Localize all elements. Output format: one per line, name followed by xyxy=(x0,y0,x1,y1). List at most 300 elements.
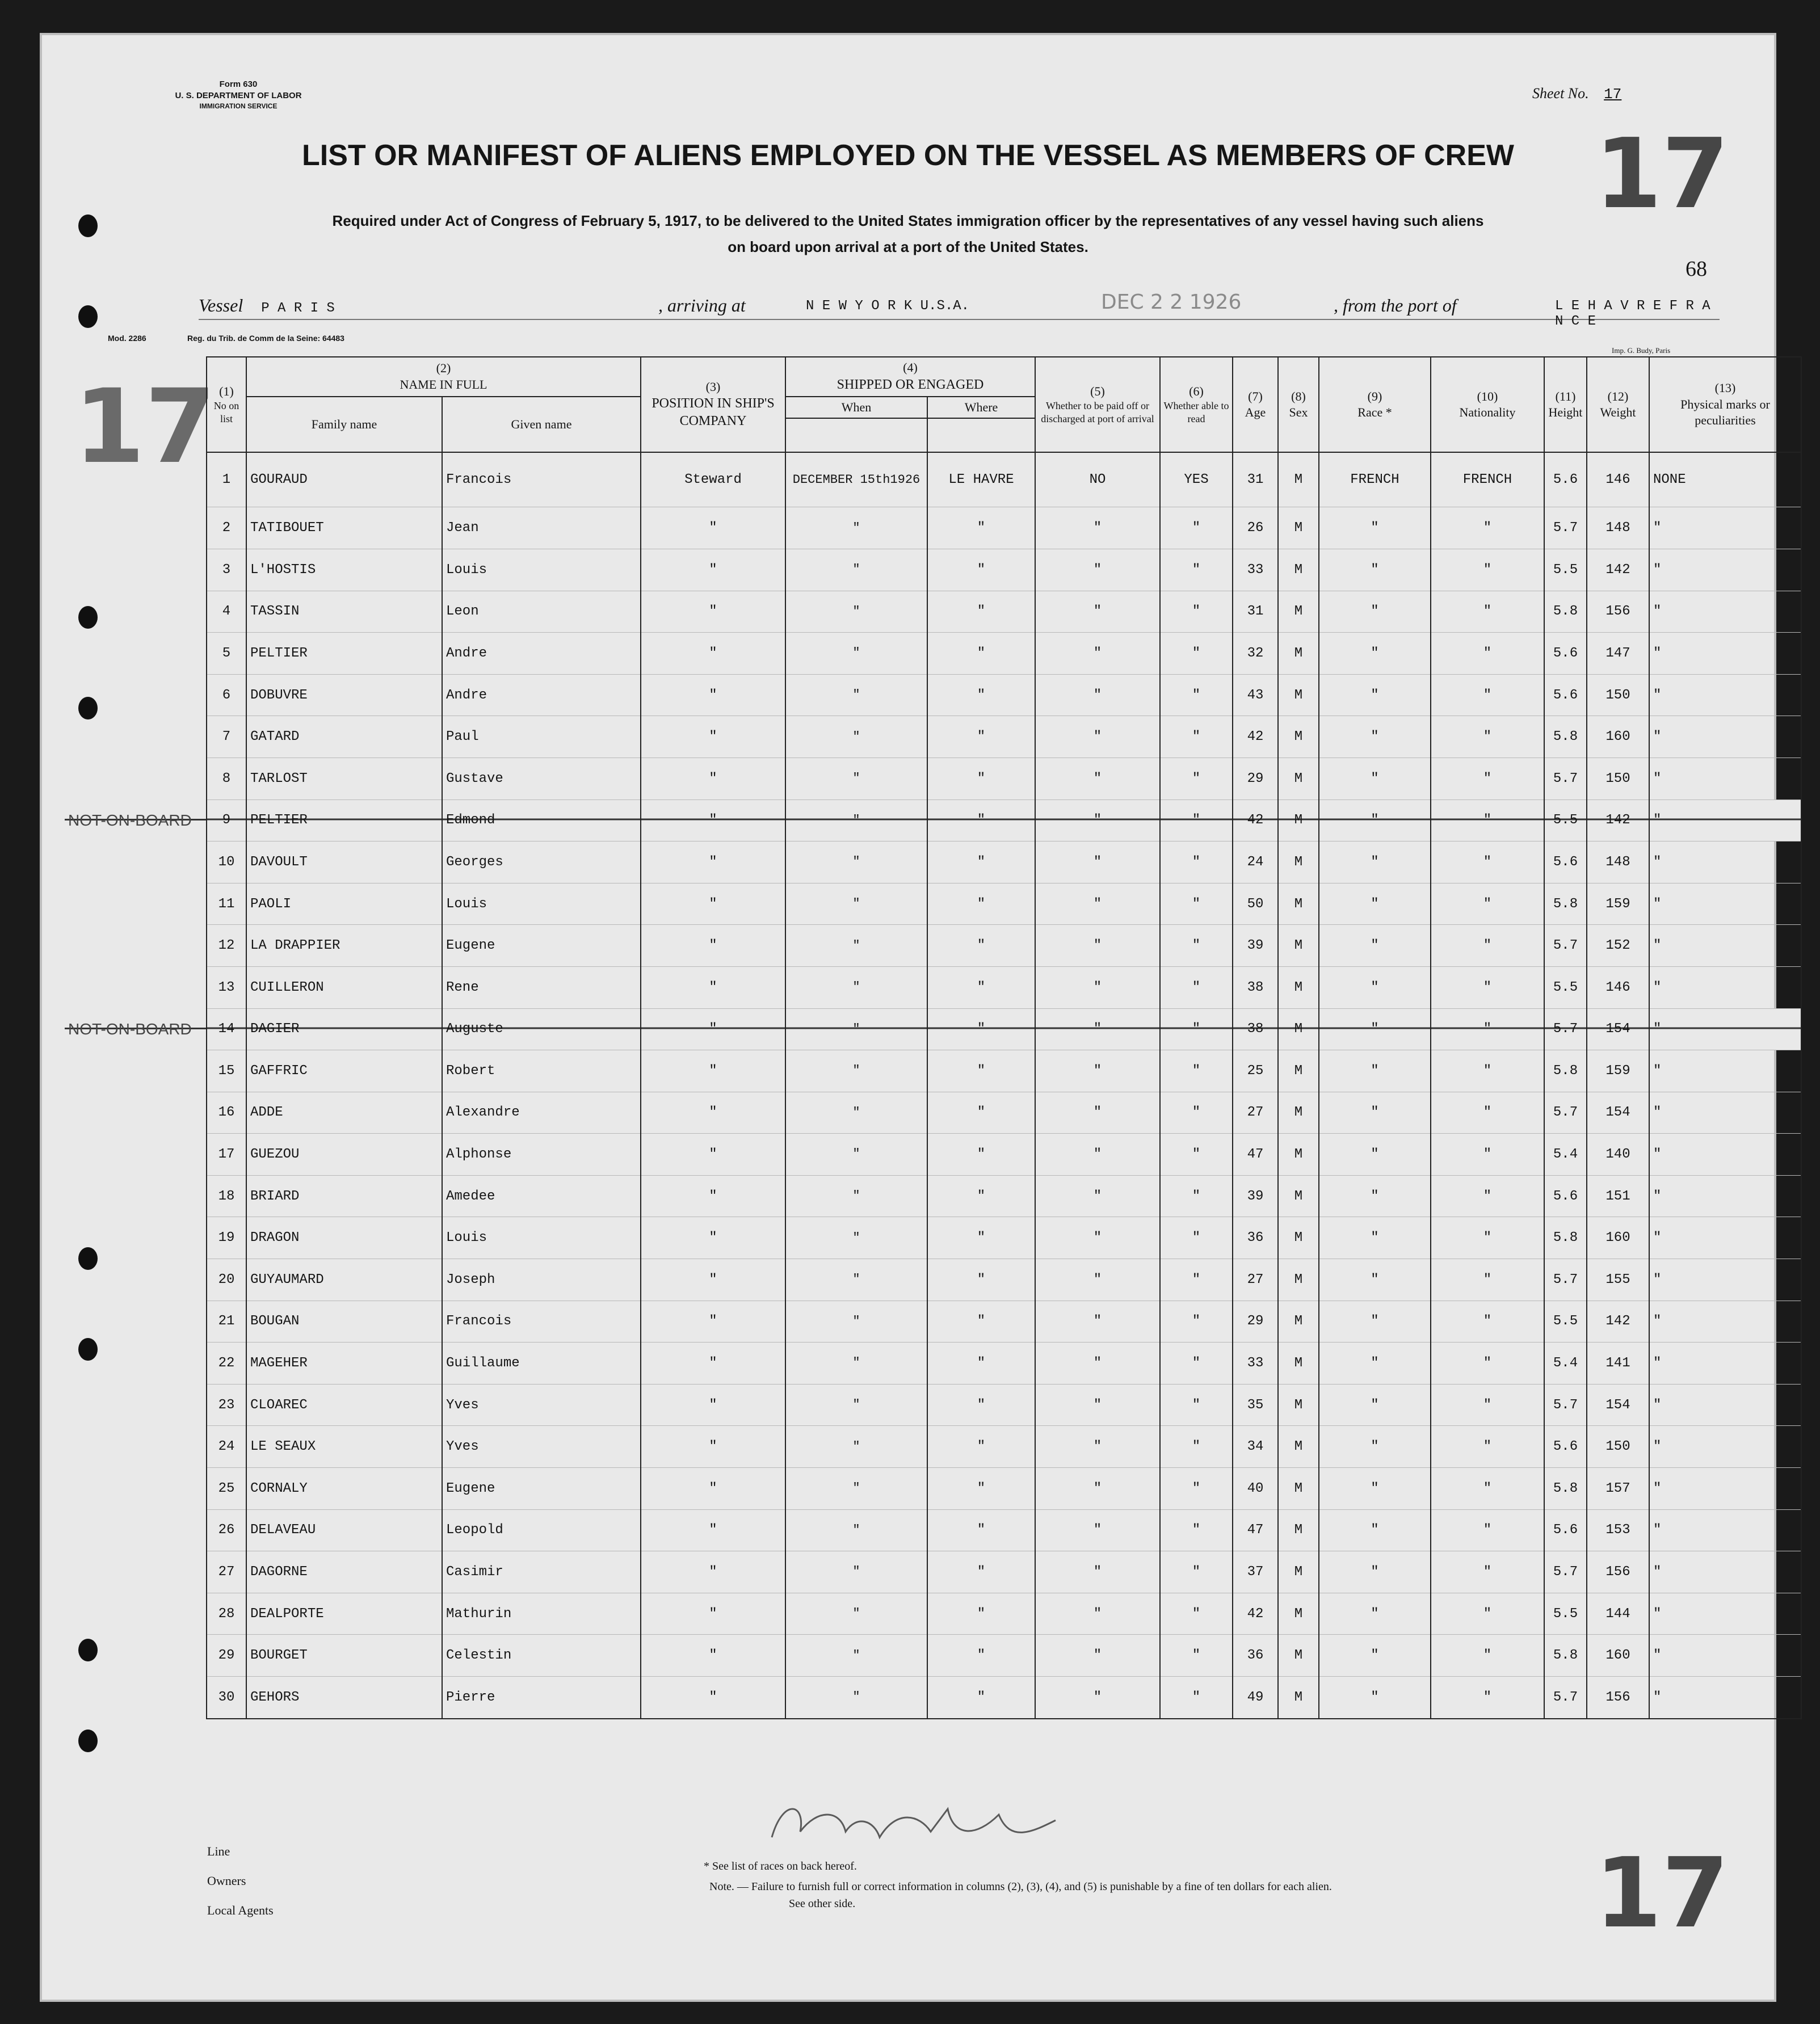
able-to-read-cell: " xyxy=(1160,1092,1233,1134)
margin-note xyxy=(65,507,207,549)
race-cell: " xyxy=(1319,1509,1431,1551)
age-cell: 40 xyxy=(1233,1468,1278,1510)
margin-note xyxy=(65,591,207,633)
height-cell: 5.8 xyxy=(1544,1217,1587,1259)
able-to-read-cell: " xyxy=(1160,1509,1233,1551)
nationality-cell: " xyxy=(1431,1259,1544,1301)
given-name-cell: Edmond xyxy=(442,799,641,841)
table-row xyxy=(65,1384,1801,1426)
service: IMMIGRATION SERVICE xyxy=(199,102,278,110)
weight-cell: 156 xyxy=(1587,591,1649,633)
header-height: (11) Height xyxy=(1544,357,1587,452)
nationality-cell: " xyxy=(1431,633,1544,675)
position-cell: " xyxy=(641,1050,785,1092)
paid-off-cell: " xyxy=(1035,841,1160,883)
shipped-when-cell: " xyxy=(785,758,927,799)
margin-note xyxy=(65,1092,207,1134)
sheet-stamp-top: 17 xyxy=(1595,118,1729,230)
paid-off-cell: " xyxy=(1035,1509,1160,1551)
weight-cell: 160 xyxy=(1587,1217,1649,1259)
given-name-cell: Francois xyxy=(442,452,641,507)
race-cell: " xyxy=(1319,1050,1431,1092)
paid-off-cell: " xyxy=(1035,1468,1160,1510)
family-name-cell: TARLOST xyxy=(246,758,442,799)
margin-note xyxy=(65,716,207,758)
shipped-where-cell: " xyxy=(927,1509,1035,1551)
physical-marks-cell: " xyxy=(1649,1635,1801,1677)
shipped-when-cell: " xyxy=(785,1092,927,1134)
paid-off-cell: " xyxy=(1035,1008,1160,1050)
table-row xyxy=(65,452,1801,507)
position-cell: " xyxy=(641,549,785,591)
manifest-page xyxy=(40,33,1776,2002)
sex-cell: M xyxy=(1278,1092,1319,1134)
weight-cell: 157 xyxy=(1587,1468,1649,1510)
able-to-read-cell: " xyxy=(1160,1175,1233,1217)
paid-off-cell: " xyxy=(1035,716,1160,758)
nationality-cell: " xyxy=(1431,674,1544,716)
age-cell: 31 xyxy=(1233,452,1278,507)
sex-cell: M xyxy=(1278,1008,1319,1050)
nationality-cell: " xyxy=(1431,1092,1544,1134)
penalty-note: Note. — Failure to furnish full or correct information in columns (2), (3), (4), and (5) is punishable by a fine of ten dollars for each alien. xyxy=(709,1880,1332,1893)
given-name-cell: Auguste xyxy=(442,1008,641,1050)
physical-marks-cell: " xyxy=(1649,1677,1801,1719)
margin-note xyxy=(65,925,207,967)
physical-marks-cell: " xyxy=(1649,841,1801,883)
nationality-cell: " xyxy=(1431,883,1544,925)
margin-note xyxy=(65,1384,207,1426)
nationality-cell: " xyxy=(1431,716,1544,758)
table-row xyxy=(65,1217,1801,1259)
sex-cell: M xyxy=(1278,925,1319,967)
able-to-read-cell: " xyxy=(1160,758,1233,799)
paid-off-cell: " xyxy=(1035,1301,1160,1343)
physical-marks-cell: " xyxy=(1649,1175,1801,1217)
able-to-read-cell: " xyxy=(1160,966,1233,1008)
row-number-cell: 17 xyxy=(207,1134,246,1176)
subtitle-1: Required under Act of Congress of February 5, 1917, to be delivered to the United States immigration officer by the representatives of any vessel having such aliens xyxy=(332,212,1484,229)
position-cell: " xyxy=(641,674,785,716)
nationality-cell: " xyxy=(1431,1301,1544,1343)
shipped-when-cell: " xyxy=(785,1008,927,1050)
shipped-when-cell: " xyxy=(785,1343,927,1385)
physical-marks-cell: " xyxy=(1649,549,1801,591)
age-cell: 39 xyxy=(1233,1175,1278,1217)
age-cell: 27 xyxy=(1233,1092,1278,1134)
nationality-cell: " xyxy=(1431,1008,1544,1050)
table-row xyxy=(65,716,1801,758)
margin-note xyxy=(65,633,207,675)
sex-cell: M xyxy=(1278,758,1319,799)
physical-marks-cell: " xyxy=(1649,633,1801,675)
age-cell: 35 xyxy=(1233,1384,1278,1426)
weight-cell: 140 xyxy=(1587,1134,1649,1176)
margin-note xyxy=(65,452,207,507)
paid-off-cell: " xyxy=(1035,1175,1160,1217)
able-to-read-cell: " xyxy=(1160,716,1233,758)
able-to-read-cell: " xyxy=(1160,549,1233,591)
race-cell: " xyxy=(1319,1259,1431,1301)
table-row xyxy=(65,1426,1801,1468)
shipped-where-cell: " xyxy=(927,1635,1035,1677)
position-cell: " xyxy=(641,1468,785,1510)
height-cell: 5.5 xyxy=(1544,966,1587,1008)
given-name-cell: Alexandre xyxy=(442,1092,641,1134)
position-cell: " xyxy=(641,1635,785,1677)
age-cell: 43 xyxy=(1233,674,1278,716)
position-cell: Steward xyxy=(641,452,785,507)
margin-note xyxy=(65,1175,207,1217)
header-nationality: (10) Nationality xyxy=(1431,357,1544,452)
position-cell: " xyxy=(641,1259,785,1301)
sheet-label: Sheet No. xyxy=(1532,85,1589,102)
height-cell: 5.6 xyxy=(1544,674,1587,716)
height-cell: 5.6 xyxy=(1544,1175,1587,1217)
position-cell: " xyxy=(641,1551,785,1593)
header-when-spacer xyxy=(785,418,927,452)
family-name-cell: GOURAUD xyxy=(246,452,442,507)
given-name-cell: Pierre xyxy=(442,1677,641,1719)
shipped-where-cell: " xyxy=(927,1050,1035,1092)
shipped-where-cell: " xyxy=(927,591,1035,633)
form-number: Form 630 xyxy=(219,79,258,89)
row-number-cell: 3 xyxy=(207,549,246,591)
margin-note xyxy=(65,1551,207,1593)
weight-cell: 142 xyxy=(1587,549,1649,591)
height-cell: 5.8 xyxy=(1544,1050,1587,1092)
race-cell: " xyxy=(1319,1551,1431,1593)
able-to-read-cell: " xyxy=(1160,1217,1233,1259)
page-title: LIST OR MANIFEST OF ALIENS EMPLOYED ON THE VESSEL AS MEMBERS OF CREW xyxy=(302,139,1514,172)
family-name-cell: DEALPORTE xyxy=(246,1593,442,1635)
race-cell: " xyxy=(1319,1593,1431,1635)
sheet-stamp-left: 17 xyxy=(74,368,216,486)
shipped-where-cell: " xyxy=(927,1551,1035,1593)
physical-marks-cell: " xyxy=(1649,1217,1801,1259)
position-cell: " xyxy=(641,633,785,675)
race-cell: " xyxy=(1319,716,1431,758)
paid-off-cell: " xyxy=(1035,1593,1160,1635)
shipped-when-cell: " xyxy=(785,1509,927,1551)
height-cell: 5.7 xyxy=(1544,1677,1587,1719)
race-note: * See list of races on back hereof. xyxy=(704,1860,857,1872)
race-cell: " xyxy=(1319,925,1431,967)
physical-marks-cell: " xyxy=(1649,1551,1801,1593)
row-number-cell: 4 xyxy=(207,591,246,633)
nationality-cell: " xyxy=(1431,1175,1544,1217)
paid-off-cell: " xyxy=(1035,1050,1160,1092)
family-name-cell: GAFFRIC xyxy=(246,1050,442,1092)
margin-note xyxy=(65,1050,207,1092)
weight-cell: 156 xyxy=(1587,1551,1649,1593)
row-number-cell: 27 xyxy=(207,1551,246,1593)
table-row xyxy=(65,925,1801,967)
nationality-cell: " xyxy=(1431,925,1544,967)
shipped-when-cell: " xyxy=(785,799,927,841)
family-name-cell: DAGORNE xyxy=(246,1551,442,1593)
arrival-date-stamp: DEC 2 2 1926 xyxy=(1101,291,1242,314)
nationality-cell: " xyxy=(1431,758,1544,799)
able-to-read-cell: " xyxy=(1160,1426,1233,1468)
header-number: (1) No on list xyxy=(207,357,246,452)
paid-off-cell: " xyxy=(1035,633,1160,675)
sex-cell: M xyxy=(1278,1301,1319,1343)
weight-cell: 160 xyxy=(1587,716,1649,758)
able-to-read-cell: " xyxy=(1160,1593,1233,1635)
sex-cell: M xyxy=(1278,1426,1319,1468)
nationality-cell: " xyxy=(1431,1134,1544,1176)
header-position: (3) POSITION IN SHIP'S COMPANY xyxy=(641,357,785,452)
position-cell: " xyxy=(641,758,785,799)
shipped-when-cell: " xyxy=(785,1050,927,1092)
physical-marks-cell: " xyxy=(1649,758,1801,799)
height-cell: 5.5 xyxy=(1544,1301,1587,1343)
row-number-cell: 2 xyxy=(207,507,246,549)
able-to-read-cell: " xyxy=(1160,1384,1233,1426)
age-cell: 25 xyxy=(1233,1050,1278,1092)
paid-off-cell: " xyxy=(1035,591,1160,633)
shipped-when-cell: " xyxy=(785,883,927,925)
position-cell: " xyxy=(641,1593,785,1635)
margin-note xyxy=(65,1217,207,1259)
nationality-cell: " xyxy=(1431,799,1544,841)
row-number-cell: 11 xyxy=(207,883,246,925)
able-to-read-cell: " xyxy=(1160,1050,1233,1092)
age-cell: 39 xyxy=(1233,925,1278,967)
physical-marks-cell: " xyxy=(1649,1593,1801,1635)
shipped-where-cell: " xyxy=(927,507,1035,549)
row-number-cell: 12 xyxy=(207,925,246,967)
height-cell: 5.5 xyxy=(1544,1593,1587,1635)
nationality-cell: " xyxy=(1431,1551,1544,1593)
margin-note: NOT-ON-BOARD xyxy=(65,1008,207,1050)
row-number-cell: 21 xyxy=(207,1301,246,1343)
paid-off-cell: " xyxy=(1035,1384,1160,1426)
weight-cell: 148 xyxy=(1587,841,1649,883)
given-name-cell: Rene xyxy=(442,966,641,1008)
given-name-cell: Guillaume xyxy=(442,1343,641,1385)
sex-cell: M xyxy=(1278,1468,1319,1510)
row-number-cell: 20 xyxy=(207,1259,246,1301)
shipped-when-cell: " xyxy=(785,1635,927,1677)
able-to-read-cell: " xyxy=(1160,1301,1233,1343)
table-row xyxy=(65,1343,1801,1385)
table-row xyxy=(65,591,1801,633)
table-row xyxy=(65,1134,1801,1176)
position-cell: " xyxy=(641,883,785,925)
shipped-when-cell: " xyxy=(785,1175,927,1217)
race-cell: " xyxy=(1319,1677,1431,1719)
row-number-cell: 6 xyxy=(207,674,246,716)
age-cell: 33 xyxy=(1233,549,1278,591)
age-cell: 42 xyxy=(1233,1593,1278,1635)
position-cell: " xyxy=(641,1301,785,1343)
height-cell: 5.6 xyxy=(1544,452,1587,507)
sex-cell: M xyxy=(1278,799,1319,841)
row-number-cell: 18 xyxy=(207,1175,246,1217)
paid-off-cell: " xyxy=(1035,883,1160,925)
binder-hole xyxy=(78,1730,98,1752)
family-name-cell: DOBUVRE xyxy=(246,674,442,716)
row-number-cell: 15 xyxy=(207,1050,246,1092)
weight-cell: 150 xyxy=(1587,674,1649,716)
family-name-cell: BOURGET xyxy=(246,1635,442,1677)
table-row xyxy=(65,1092,1801,1134)
age-cell: 36 xyxy=(1233,1217,1278,1259)
height-cell: 5.7 xyxy=(1544,1384,1587,1426)
sex-cell: M xyxy=(1278,633,1319,675)
able-to-read-cell: " xyxy=(1160,1677,1233,1719)
race-cell: " xyxy=(1319,1426,1431,1468)
height-cell: 5.8 xyxy=(1544,716,1587,758)
department: U. S. DEPARTMENT OF LABOR xyxy=(175,91,302,100)
paid-off-cell: " xyxy=(1035,1092,1160,1134)
weight-cell: 154 xyxy=(1587,1008,1649,1050)
position-cell: " xyxy=(641,1343,785,1385)
sex-cell: M xyxy=(1278,1384,1319,1426)
family-name-cell: CORNALY xyxy=(246,1468,442,1510)
physical-marks-cell: " xyxy=(1649,1259,1801,1301)
sex-cell: M xyxy=(1278,1551,1319,1593)
shipped-when-cell: " xyxy=(785,1551,927,1593)
shipped-when-cell: " xyxy=(785,925,927,967)
physical-marks-cell: " xyxy=(1649,1008,1801,1050)
table-row xyxy=(65,1301,1801,1343)
shipped-where-cell: " xyxy=(927,1384,1035,1426)
margin-note xyxy=(65,1593,207,1635)
margin-note xyxy=(65,674,207,716)
shipped-where-cell: " xyxy=(927,1217,1035,1259)
position-cell: " xyxy=(641,507,785,549)
shipped-where-cell: " xyxy=(927,1259,1035,1301)
able-to-read-cell: " xyxy=(1160,1635,1233,1677)
weight-cell: 142 xyxy=(1587,799,1649,841)
age-cell: 29 xyxy=(1233,1301,1278,1343)
height-cell: 5.8 xyxy=(1544,591,1587,633)
row-number-cell: 19 xyxy=(207,1217,246,1259)
age-cell: 42 xyxy=(1233,716,1278,758)
row-number-cell: 25 xyxy=(207,1468,246,1510)
position-cell: " xyxy=(641,1509,785,1551)
margin-note xyxy=(65,841,207,883)
margin-note xyxy=(65,1677,207,1719)
physical-marks-cell: " xyxy=(1649,1384,1801,1426)
given-name-cell: Leon xyxy=(442,591,641,633)
height-cell: 5.7 xyxy=(1544,507,1587,549)
shipped-where-cell: " xyxy=(927,1593,1035,1635)
paid-off-cell: " xyxy=(1035,1134,1160,1176)
shipped-when-cell: " xyxy=(785,674,927,716)
physical-marks-cell: " xyxy=(1649,1426,1801,1468)
table-row xyxy=(65,633,1801,675)
age-cell: 29 xyxy=(1233,758,1278,799)
paid-off-cell: " xyxy=(1035,1551,1160,1593)
given-name-cell: Georges xyxy=(442,841,641,883)
see-other-side: See other side. xyxy=(789,1897,856,1910)
shipped-when-cell: " xyxy=(785,633,927,675)
sex-cell: M xyxy=(1278,966,1319,1008)
age-cell: 26 xyxy=(1233,507,1278,549)
sex-cell: M xyxy=(1278,591,1319,633)
shipped-when-cell: " xyxy=(785,1593,927,1635)
age-cell: 50 xyxy=(1233,883,1278,925)
position-cell: " xyxy=(641,1134,785,1176)
weight-cell: 154 xyxy=(1587,1384,1649,1426)
paid-off-cell: " xyxy=(1035,1635,1160,1677)
paid-off-cell: " xyxy=(1035,1677,1160,1719)
weight-cell: 159 xyxy=(1587,883,1649,925)
shipped-where-cell: " xyxy=(927,799,1035,841)
physical-marks-cell: " xyxy=(1649,591,1801,633)
paid-off-cell: NO xyxy=(1035,452,1160,507)
shipped-where-cell: " xyxy=(927,1134,1035,1176)
shipped-when-cell: " xyxy=(785,591,927,633)
shipped-where-cell: " xyxy=(927,966,1035,1008)
shipped-when-cell: " xyxy=(785,716,927,758)
sex-cell: M xyxy=(1278,1217,1319,1259)
shipped-where-cell: " xyxy=(927,758,1035,799)
nationality-cell: " xyxy=(1431,966,1544,1008)
table-row xyxy=(65,1008,1801,1050)
nationality-cell: " xyxy=(1431,1509,1544,1551)
sex-cell: M xyxy=(1278,883,1319,925)
weight-cell: 146 xyxy=(1587,966,1649,1008)
weight-cell: 160 xyxy=(1587,1635,1649,1677)
height-cell: 5.7 xyxy=(1544,1092,1587,1134)
given-name-cell: Jean xyxy=(442,507,641,549)
row-number-cell: 16 xyxy=(207,1092,246,1134)
family-name-cell: L'HOSTIS xyxy=(246,549,442,591)
race-cell: " xyxy=(1319,966,1431,1008)
table-row xyxy=(65,1677,1801,1719)
age-cell: 38 xyxy=(1233,966,1278,1008)
weight-cell: 144 xyxy=(1587,1593,1649,1635)
shipped-where-cell: " xyxy=(927,1092,1035,1134)
table-row xyxy=(65,758,1801,799)
margin-note xyxy=(65,1134,207,1176)
shipped-where-cell: " xyxy=(927,925,1035,967)
paid-off-cell: " xyxy=(1035,925,1160,967)
family-name-cell: DAGIER xyxy=(246,1008,442,1050)
header-name: (2) NAME IN FULL xyxy=(246,357,641,397)
able-to-read-cell: " xyxy=(1160,1259,1233,1301)
race-cell: " xyxy=(1319,591,1431,633)
row-number-cell: 7 xyxy=(207,716,246,758)
physical-marks-cell: " xyxy=(1649,1301,1801,1343)
nationality-cell: " xyxy=(1431,1677,1544,1719)
margin-note xyxy=(65,758,207,799)
margin-note xyxy=(65,1343,207,1385)
height-cell: 5.7 xyxy=(1544,1551,1587,1593)
height-cell: 5.4 xyxy=(1544,1343,1587,1385)
physical-marks-cell: " xyxy=(1649,799,1801,841)
row-number-cell: 5 xyxy=(207,633,246,675)
family-name-cell: MAGEHER xyxy=(246,1343,442,1385)
margin-note xyxy=(65,1426,207,1468)
sex-cell: M xyxy=(1278,507,1319,549)
given-name-cell: Andre xyxy=(442,674,641,716)
sex-cell: M xyxy=(1278,674,1319,716)
row-number-cell: 30 xyxy=(207,1677,246,1719)
shipped-when-cell: " xyxy=(785,966,927,1008)
physical-marks-cell: " xyxy=(1649,507,1801,549)
height-cell: 5.8 xyxy=(1544,1635,1587,1677)
race-cell: " xyxy=(1319,549,1431,591)
physical-marks-cell: " xyxy=(1649,883,1801,925)
margin-note xyxy=(65,549,207,591)
shipped-where-cell: " xyxy=(927,1008,1035,1050)
